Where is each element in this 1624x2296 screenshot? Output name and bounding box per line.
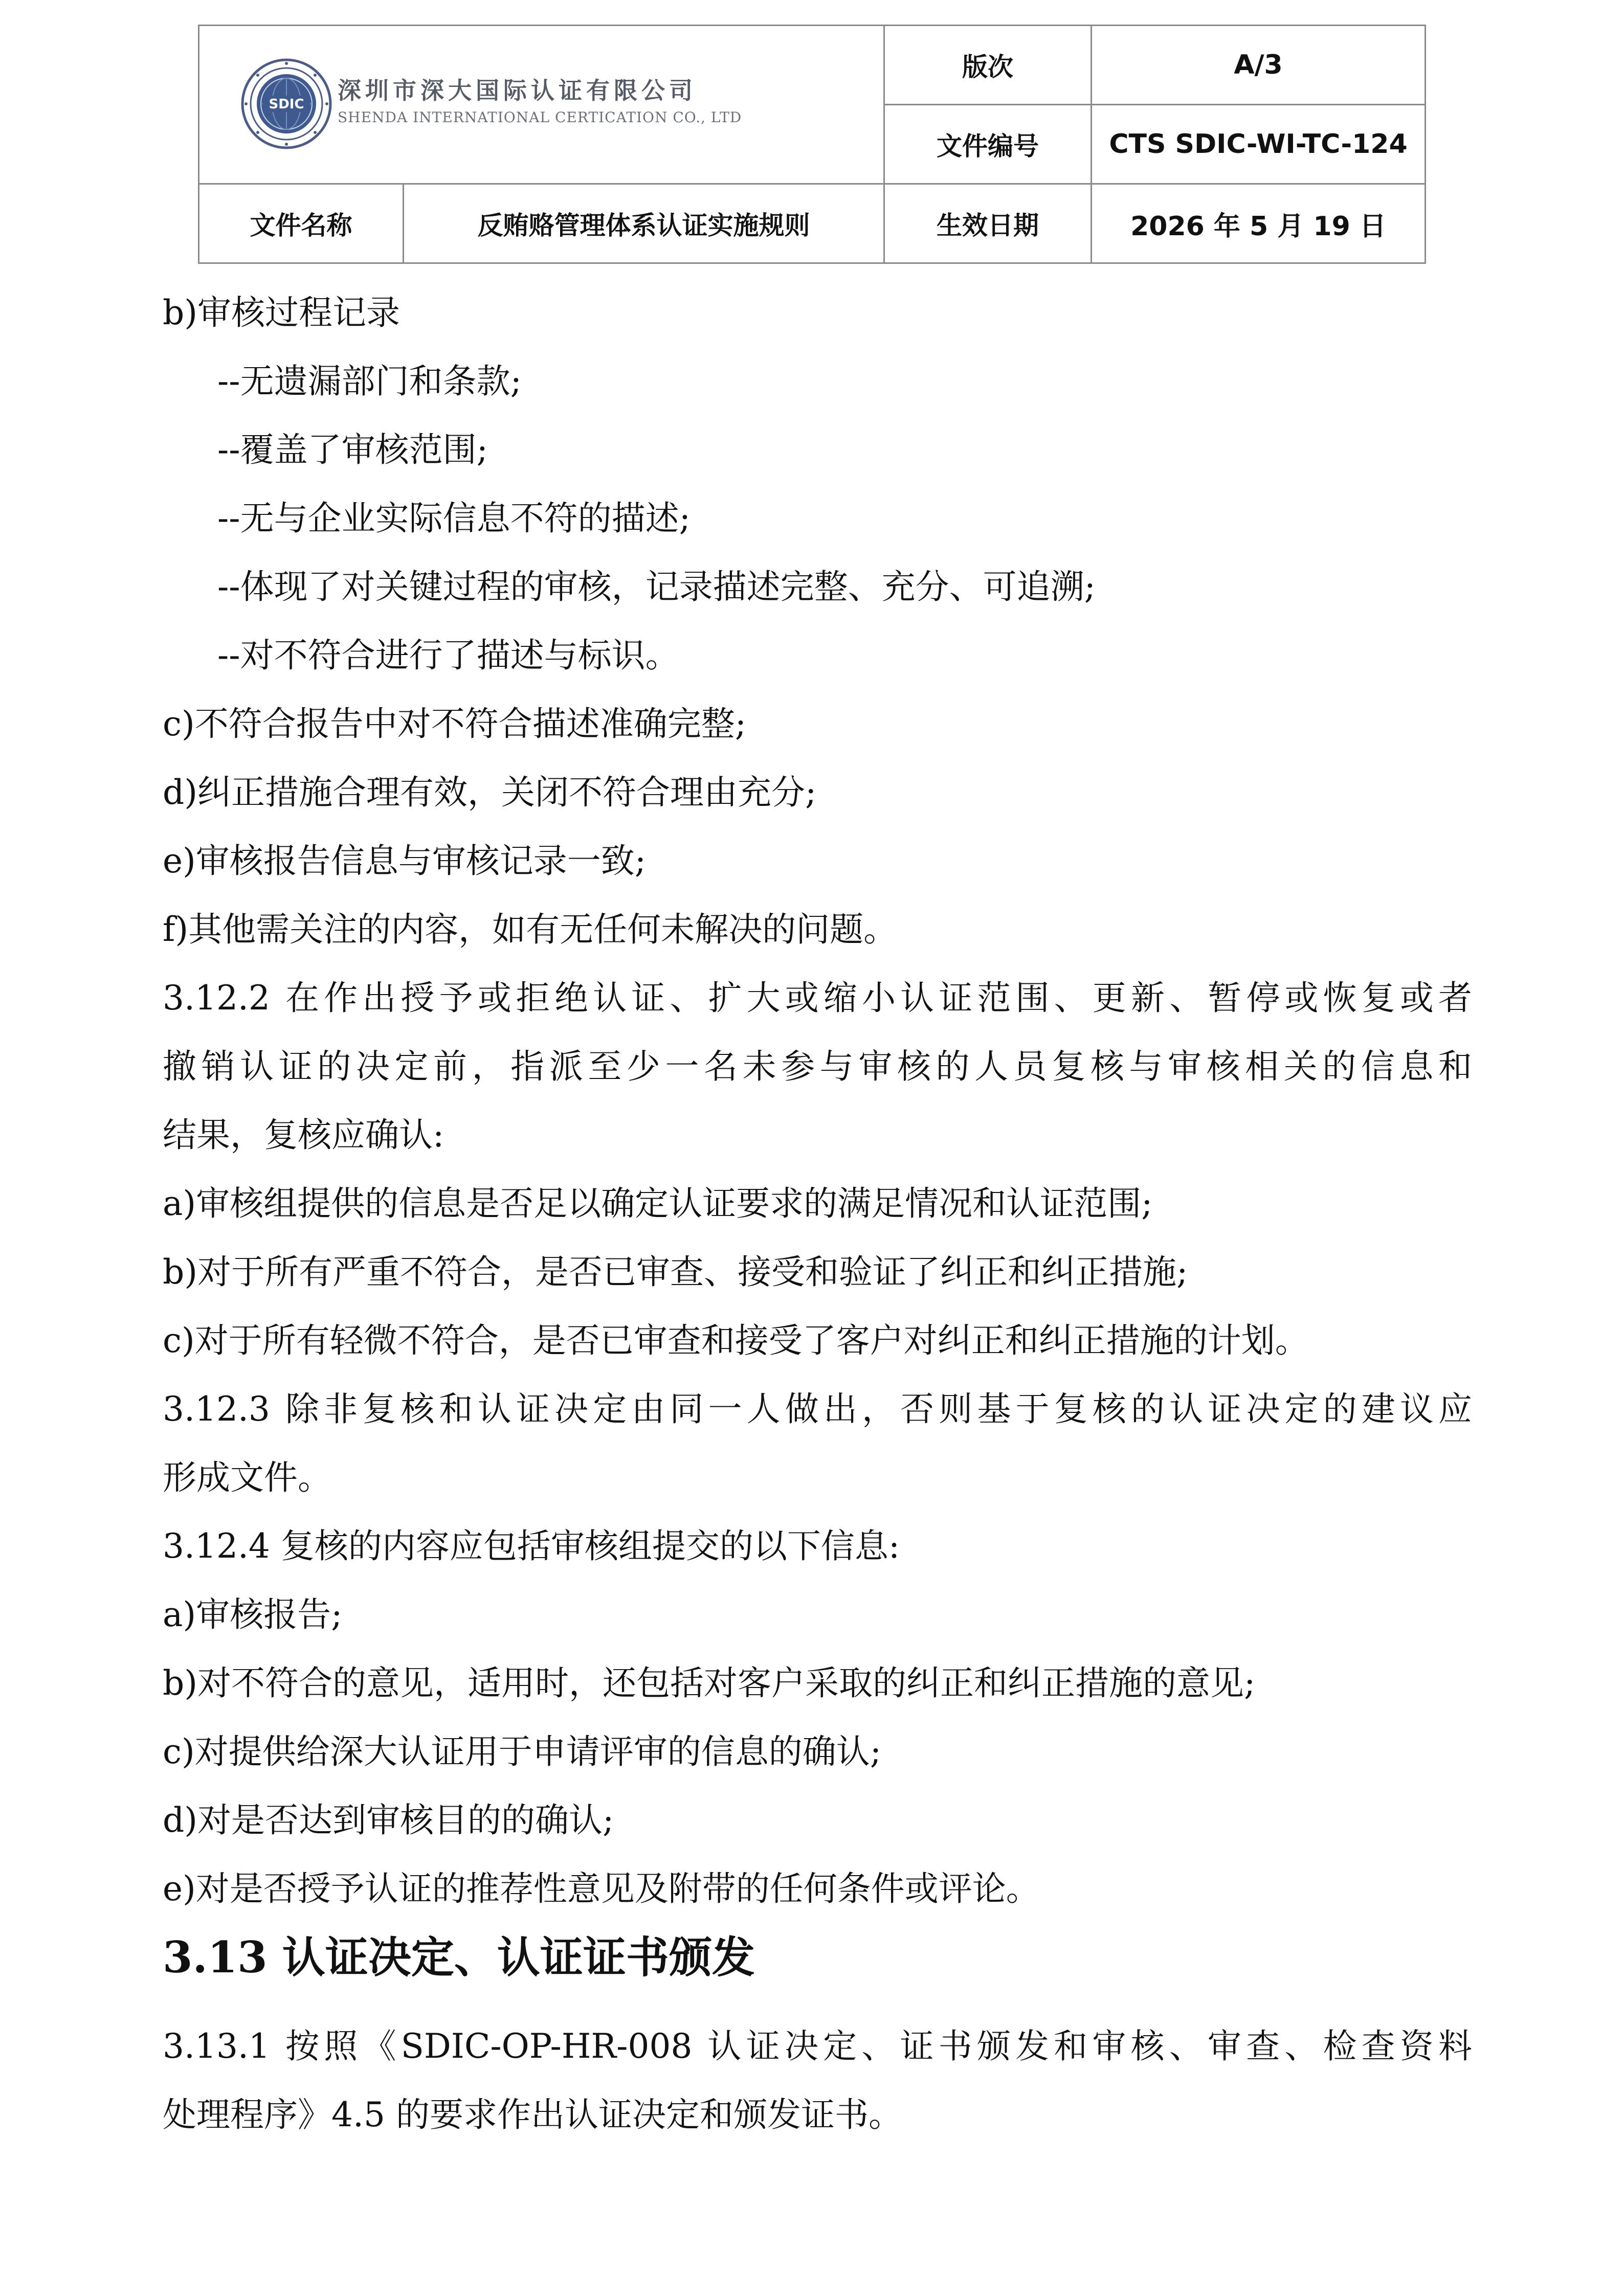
company-logo-cell (199, 26, 884, 184)
doc-name-label: 文件名称 (199, 184, 404, 263)
list-item: d)对是否达到审核目的的确认; (163, 1800, 614, 1840)
list-item: --对不符合进行了描述与标识。 (217, 636, 679, 675)
version-label: 版次 (884, 26, 1092, 105)
paragraph-line: 3.13.1 按照《SDIC-OP-HR-008 认证决定、证书颁发和审核、审查、检查资料 (163, 2027, 1472, 2066)
paragraph-line: 3.12.4 复核的内容应包括审核组提交的以下信息: (163, 1526, 900, 1566)
paragraph-line: 3.12.3 除非复核和认证决定由同一人做出，否则基于复核的认证决定的建议应 (163, 1389, 1472, 1429)
company-name-en: SHENDA INTERNATIONAL CERTICATION CO., LTD (338, 109, 742, 126)
company-seal-icon (240, 58, 332, 150)
company-logo (240, 58, 854, 150)
version-value: A/3 (1092, 26, 1426, 105)
document-header-table (198, 25, 1426, 264)
list-item: a)审核组提供的信息是否足以确定认证要求的满足情况和认证范围; (163, 1184, 1153, 1223)
seal-text: SDIC (269, 97, 304, 112)
list-item: c)不符合报告中对不符合描述准确完整; (163, 704, 746, 744)
list-item: --体现了对关键过程的审核，记录描述完整、充分、可追溯; (217, 567, 1096, 606)
list-item: c)对提供给深大认证用于申请评审的信息的确认; (163, 1732, 881, 1771)
effective-date-value: 2026 年 5 月 19 日 (1092, 184, 1426, 263)
paragraph-line: 3.12.2 在作出授予或拒绝认证、扩大或缩小认证范围、更新、暂停或恢复或者 (163, 978, 1472, 1018)
list-item: e)审核报告信息与审核记录一致; (163, 841, 647, 881)
paragraph-line: 处理程序》4.5 的要求作出认证决定和颁发证书。 (163, 2095, 902, 2134)
section-heading: 3.13 认证决定、认证证书颁发 (163, 1932, 755, 1983)
company-name-cn: 深圳市深大国际认证有限公司 (338, 77, 697, 104)
list-item: --无与企业实际信息不符的描述; (217, 499, 691, 538)
paragraph-line: 形成文件。 (163, 1458, 331, 1497)
list-item: c)对于所有轻微不符合，是否已审查和接受了客户对纠正和纠正措施的计划。 (163, 1321, 1309, 1360)
list-item: f)其他需关注的内容，如有无任何未解决的问题。 (163, 910, 898, 949)
list-item: --无遗漏部门和条款; (217, 362, 522, 401)
paragraph-line: 撤销认证的决定前，指派至少一名未参与审核的人员复核与审核相关的信息和 (163, 1047, 1472, 1086)
list-item: a)审核报告; (163, 1595, 343, 1634)
effective-date-label: 生效日期 (884, 184, 1092, 263)
list-item: b)对于所有严重不符合，是否已审查、接受和验证了纠正和纠正措施; (163, 1252, 1188, 1292)
paragraph-line: 结果，复核应确认: (163, 1115, 444, 1155)
list-item: b)对不符合的意见，适用时，还包括对客户采取的纠正和纠正措施的意见; (163, 1663, 1256, 1703)
list-item: e)对是否授予认证的推荐性意见及附带的任何条件或评论。 (163, 1869, 1040, 1908)
list-item: --覆盖了审核范围; (217, 430, 488, 469)
doc-number-value: CTS SDIC-WI-TC-124 (1092, 105, 1426, 184)
document-body (163, 279, 1472, 2149)
doc-name-value: 反贿赂管理体系认证实施规则 (404, 184, 884, 263)
doc-number-label: 文件编号 (884, 105, 1092, 184)
paragraph-line: b)审核过程记录 (163, 293, 400, 332)
list-item: d)纠正措施合理有效，关闭不符合理由充分; (163, 773, 817, 812)
